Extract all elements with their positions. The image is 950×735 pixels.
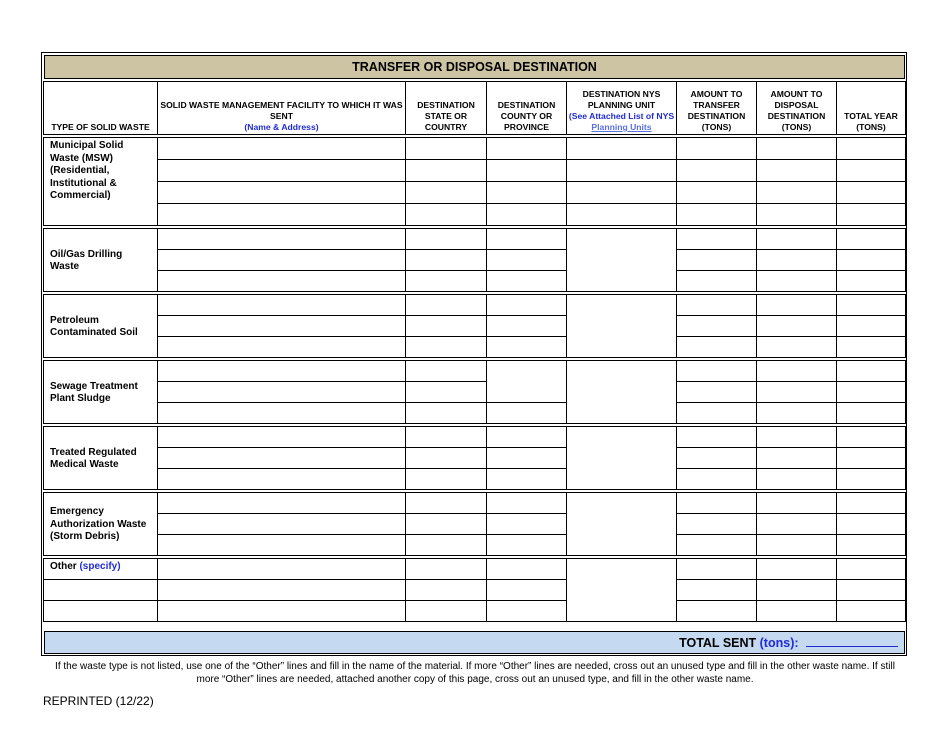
state-cell[interactable]	[406, 382, 487, 403]
state-cell[interactable]	[406, 403, 487, 424]
state-cell[interactable]	[406, 229, 487, 250]
facility-cell[interactable]	[158, 160, 406, 182]
state-cell[interactable]	[406, 559, 487, 580]
table-row	[44, 204, 906, 226]
disposal-cell[interactable]	[757, 182, 837, 204]
total-cell[interactable]	[837, 559, 906, 580]
county-cell[interactable]	[487, 514, 567, 535]
disposal-cell[interactable]	[757, 469, 837, 490]
disposal-cell[interactable]	[757, 250, 837, 271]
total-cell[interactable]	[837, 469, 906, 490]
table-row	[44, 229, 906, 250]
total-cell[interactable]	[837, 160, 906, 182]
disposal-cell[interactable]	[757, 559, 837, 580]
transfer-cell[interactable]	[677, 448, 757, 469]
facility-cell[interactable]	[158, 448, 406, 469]
facility-cell[interactable]	[158, 250, 406, 271]
state-cell[interactable]	[406, 493, 487, 514]
total-cell[interactable]	[837, 403, 906, 424]
waste-type-sewage: Sewage Treatment Plant Sludge	[44, 361, 158, 424]
county-cell[interactable]	[487, 316, 567, 337]
facility-cell[interactable]	[158, 535, 406, 556]
total-cell[interactable]	[837, 535, 906, 556]
table-row	[44, 448, 906, 469]
state-cell[interactable]	[406, 469, 487, 490]
table-row	[44, 160, 906, 182]
facility-cell[interactable]	[158, 204, 406, 226]
transfer-cell[interactable]	[677, 295, 757, 316]
disposal-cell[interactable]	[757, 229, 837, 250]
total-cell[interactable]	[837, 448, 906, 469]
facility-cell[interactable]	[158, 493, 406, 514]
state-cell[interactable]	[406, 448, 487, 469]
table-row	[44, 601, 906, 622]
facility-cell[interactable]	[158, 316, 406, 337]
county-cell[interactable]	[487, 271, 567, 292]
planning-cell-merged	[567, 493, 677, 556]
state-cell[interactable]	[406, 580, 487, 601]
county-cell[interactable]	[487, 182, 567, 204]
state-cell[interactable]	[406, 601, 487, 622]
table-row	[44, 580, 906, 601]
table-row	[44, 182, 906, 204]
planning-cell[interactable]	[567, 204, 677, 226]
state-cell[interactable]	[406, 535, 487, 556]
table-row	[44, 295, 906, 316]
destination-table	[43, 81, 906, 622]
total-cell[interactable]	[837, 138, 906, 160]
state-cell[interactable]	[406, 427, 487, 448]
waste-type-oil-gas: Oil/Gas Drilling Waste	[44, 229, 158, 292]
disposal-cell[interactable]	[757, 204, 837, 226]
form-title: TRANSFER OR DISPOSAL DESTINATION	[44, 55, 905, 79]
county-cell[interactable]	[487, 535, 567, 556]
state-cell[interactable]	[406, 361, 487, 382]
county-cell[interactable]	[487, 250, 567, 271]
disposal-cell[interactable]	[757, 160, 837, 182]
planning-cell[interactable]	[567, 138, 677, 160]
planning-cell-merged	[567, 559, 677, 622]
facility-cell[interactable]	[158, 295, 406, 316]
transfer-cell[interactable]	[677, 514, 757, 535]
facility-cell[interactable]	[158, 271, 406, 292]
transfer-cell[interactable]	[677, 229, 757, 250]
disposal-cell[interactable]	[757, 316, 837, 337]
transfer-cell[interactable]	[677, 271, 757, 292]
table-row	[44, 316, 906, 337]
planning-cell[interactable]	[567, 182, 677, 204]
transfer-cell[interactable]	[677, 580, 757, 601]
facility-cell[interactable]	[158, 469, 406, 490]
disposal-cell[interactable]	[757, 535, 837, 556]
total-sent-label: TOTAL SENT	[679, 636, 757, 650]
header-transfer: AMOUNT TO TRANSFER DESTINATION (TONS)	[677, 82, 757, 135]
transfer-cell[interactable]	[677, 601, 757, 622]
planning-units-link[interactable]: Planning Units	[591, 122, 652, 132]
disposal-cell[interactable]	[757, 601, 837, 622]
total-cell[interactable]	[837, 316, 906, 337]
state-cell[interactable]	[406, 337, 487, 358]
header-total: TOTAL YEAR (TONS)	[837, 82, 906, 135]
disposal-cell[interactable]	[757, 337, 837, 358]
transfer-cell[interactable]	[677, 204, 757, 226]
transfer-cell[interactable]	[677, 559, 757, 580]
disposal-cell[interactable]	[757, 138, 837, 160]
waste-type-emergency: Emergency Authorization Waste (Storm Debris)	[44, 493, 158, 556]
facility-cell[interactable]	[158, 337, 406, 358]
total-cell[interactable]	[837, 361, 906, 382]
county-cell[interactable]	[487, 337, 567, 358]
table-row	[44, 469, 906, 490]
county-cell[interactable]	[487, 295, 567, 316]
facility-cell[interactable]	[158, 580, 406, 601]
facility-cell[interactable]	[158, 601, 406, 622]
transfer-cell[interactable]	[677, 361, 757, 382]
county-cell[interactable]	[487, 138, 567, 160]
state-cell[interactable]	[406, 160, 487, 182]
disposal-cell[interactable]	[757, 382, 837, 403]
county-cell[interactable]	[487, 469, 567, 490]
header-type: TYPE OF SOLID WASTE	[44, 82, 158, 135]
table-row	[44, 403, 906, 424]
instructions-note: If the waste type is not listed, use one of the “Other” lines and fill in the name of the material. If more “Other” lines are needed, cross out an unused type and fill in the other waste name. If still more “Other” lines are needed, attached another copy of this page, cross out an unused type, and fill in the other waste name.	[55, 661, 895, 685]
disposal-cell[interactable]	[757, 514, 837, 535]
state-cell[interactable]	[406, 204, 487, 226]
other-type-cell[interactable]	[44, 601, 158, 622]
waste-type-medical: Treated Regulated Medical Waste	[44, 427, 158, 490]
disposal-cell[interactable]	[757, 448, 837, 469]
facility-cell[interactable]	[158, 559, 406, 580]
other-type-cell[interactable]	[44, 580, 158, 601]
transfer-cell[interactable]	[677, 493, 757, 514]
planning-cell-merged	[567, 427, 677, 490]
table-row	[44, 138, 906, 160]
facility-cell[interactable]	[158, 182, 406, 204]
total-cell[interactable]	[837, 337, 906, 358]
state-cell[interactable]	[406, 295, 487, 316]
disposal-cell[interactable]	[757, 403, 837, 424]
county-cell-merged[interactable]	[487, 361, 567, 403]
disposal-cell[interactable]	[757, 427, 837, 448]
state-cell[interactable]	[406, 182, 487, 204]
facility-cell[interactable]	[158, 427, 406, 448]
total-cell[interactable]	[837, 580, 906, 601]
county-cell[interactable]	[487, 559, 567, 580]
table-row	[44, 337, 906, 358]
state-cell[interactable]	[406, 271, 487, 292]
total-cell[interactable]	[837, 427, 906, 448]
facility-cell[interactable]	[158, 361, 406, 382]
state-cell[interactable]	[406, 250, 487, 271]
facility-cell[interactable]	[158, 229, 406, 250]
reprinted-label: REPRINTED (12/22)	[43, 694, 154, 708]
other-specify: (specify)	[79, 561, 121, 572]
disposal-cell[interactable]	[757, 295, 837, 316]
planning-cell-merged	[567, 229, 677, 292]
total-sent-unit: (tons):	[759, 636, 799, 650]
state-cell[interactable]	[406, 514, 487, 535]
header-planning-unit: DESTINATION NYS PLANNING UNIT (See Attached List of NYS Planning Units	[567, 82, 677, 135]
total-cell[interactable]	[837, 182, 906, 204]
county-cell[interactable]	[487, 403, 567, 424]
table-row	[44, 427, 906, 448]
planning-cell-merged	[567, 295, 677, 358]
transfer-cell[interactable]	[677, 427, 757, 448]
total-cell[interactable]	[837, 295, 906, 316]
county-cell[interactable]	[487, 160, 567, 182]
table-row	[44, 493, 906, 514]
total-cell[interactable]	[837, 514, 906, 535]
transfer-cell[interactable]	[677, 160, 757, 182]
transfer-cell[interactable]	[677, 250, 757, 271]
county-cell[interactable]	[487, 427, 567, 448]
transfer-cell[interactable]	[677, 316, 757, 337]
table-row	[44, 514, 906, 535]
total-cell[interactable]	[837, 229, 906, 250]
transfer-cell[interactable]	[677, 469, 757, 490]
facility-cell[interactable]	[158, 514, 406, 535]
transfer-cell[interactable]	[677, 535, 757, 556]
facility-cell[interactable]	[158, 403, 406, 424]
header-county: DESTINATION COUNTY OR PROVINCE	[487, 82, 567, 135]
total-cell[interactable]	[837, 271, 906, 292]
county-cell[interactable]	[487, 229, 567, 250]
header-facility-sub: (Name & Address)	[244, 122, 319, 132]
table-row	[44, 559, 906, 580]
table-row	[44, 271, 906, 292]
total-cell[interactable]	[837, 382, 906, 403]
total-sent-input[interactable]	[806, 632, 898, 647]
disposal-cell[interactable]	[757, 580, 837, 601]
table-row	[44, 535, 906, 556]
planning-cell-merged	[567, 361, 677, 424]
transfer-cell[interactable]	[677, 337, 757, 358]
disposal-cell[interactable]	[757, 361, 837, 382]
facility-cell[interactable]	[158, 138, 406, 160]
header-state: DESTINATION STATE OR COUNTRY	[406, 82, 487, 135]
total-cell[interactable]	[837, 601, 906, 622]
waste-type-petroleum: Petroleum Contaminated Soil	[44, 295, 158, 358]
county-cell[interactable]	[487, 448, 567, 469]
transfer-cell[interactable]	[677, 403, 757, 424]
state-cell[interactable]	[406, 138, 487, 160]
disposal-cell[interactable]	[757, 271, 837, 292]
table-row	[44, 250, 906, 271]
header-disposal: AMOUNT TO DISPOSAL DESTINATION (TONS)	[757, 82, 837, 135]
transfer-cell[interactable]	[677, 138, 757, 160]
county-cell[interactable]	[487, 601, 567, 622]
table-row	[44, 382, 906, 403]
total-sent-bar	[44, 631, 905, 654]
waste-type-msw: Municipal Solid Waste (MSW) (Residential, Institutional & Commercial)	[44, 138, 158, 226]
county-cell[interactable]	[487, 580, 567, 601]
total-cell[interactable]	[837, 493, 906, 514]
facility-cell[interactable]	[158, 382, 406, 403]
table-row	[44, 361, 906, 382]
state-cell[interactable]	[406, 316, 487, 337]
header-facility: SOLID WASTE MANAGEMENT FACILITY TO WHICH IT WAS SENT (Name & Address)	[158, 82, 406, 135]
transfer-cell[interactable]	[677, 182, 757, 204]
planning-cell[interactable]	[567, 160, 677, 182]
total-cell[interactable]	[837, 250, 906, 271]
disposal-cell[interactable]	[757, 493, 837, 514]
county-cell[interactable]	[487, 204, 567, 226]
county-cell[interactable]	[487, 493, 567, 514]
total-cell[interactable]	[837, 204, 906, 226]
transfer-cell[interactable]	[677, 382, 757, 403]
waste-type-other[interactable]: Other (specify)	[44, 559, 158, 580]
